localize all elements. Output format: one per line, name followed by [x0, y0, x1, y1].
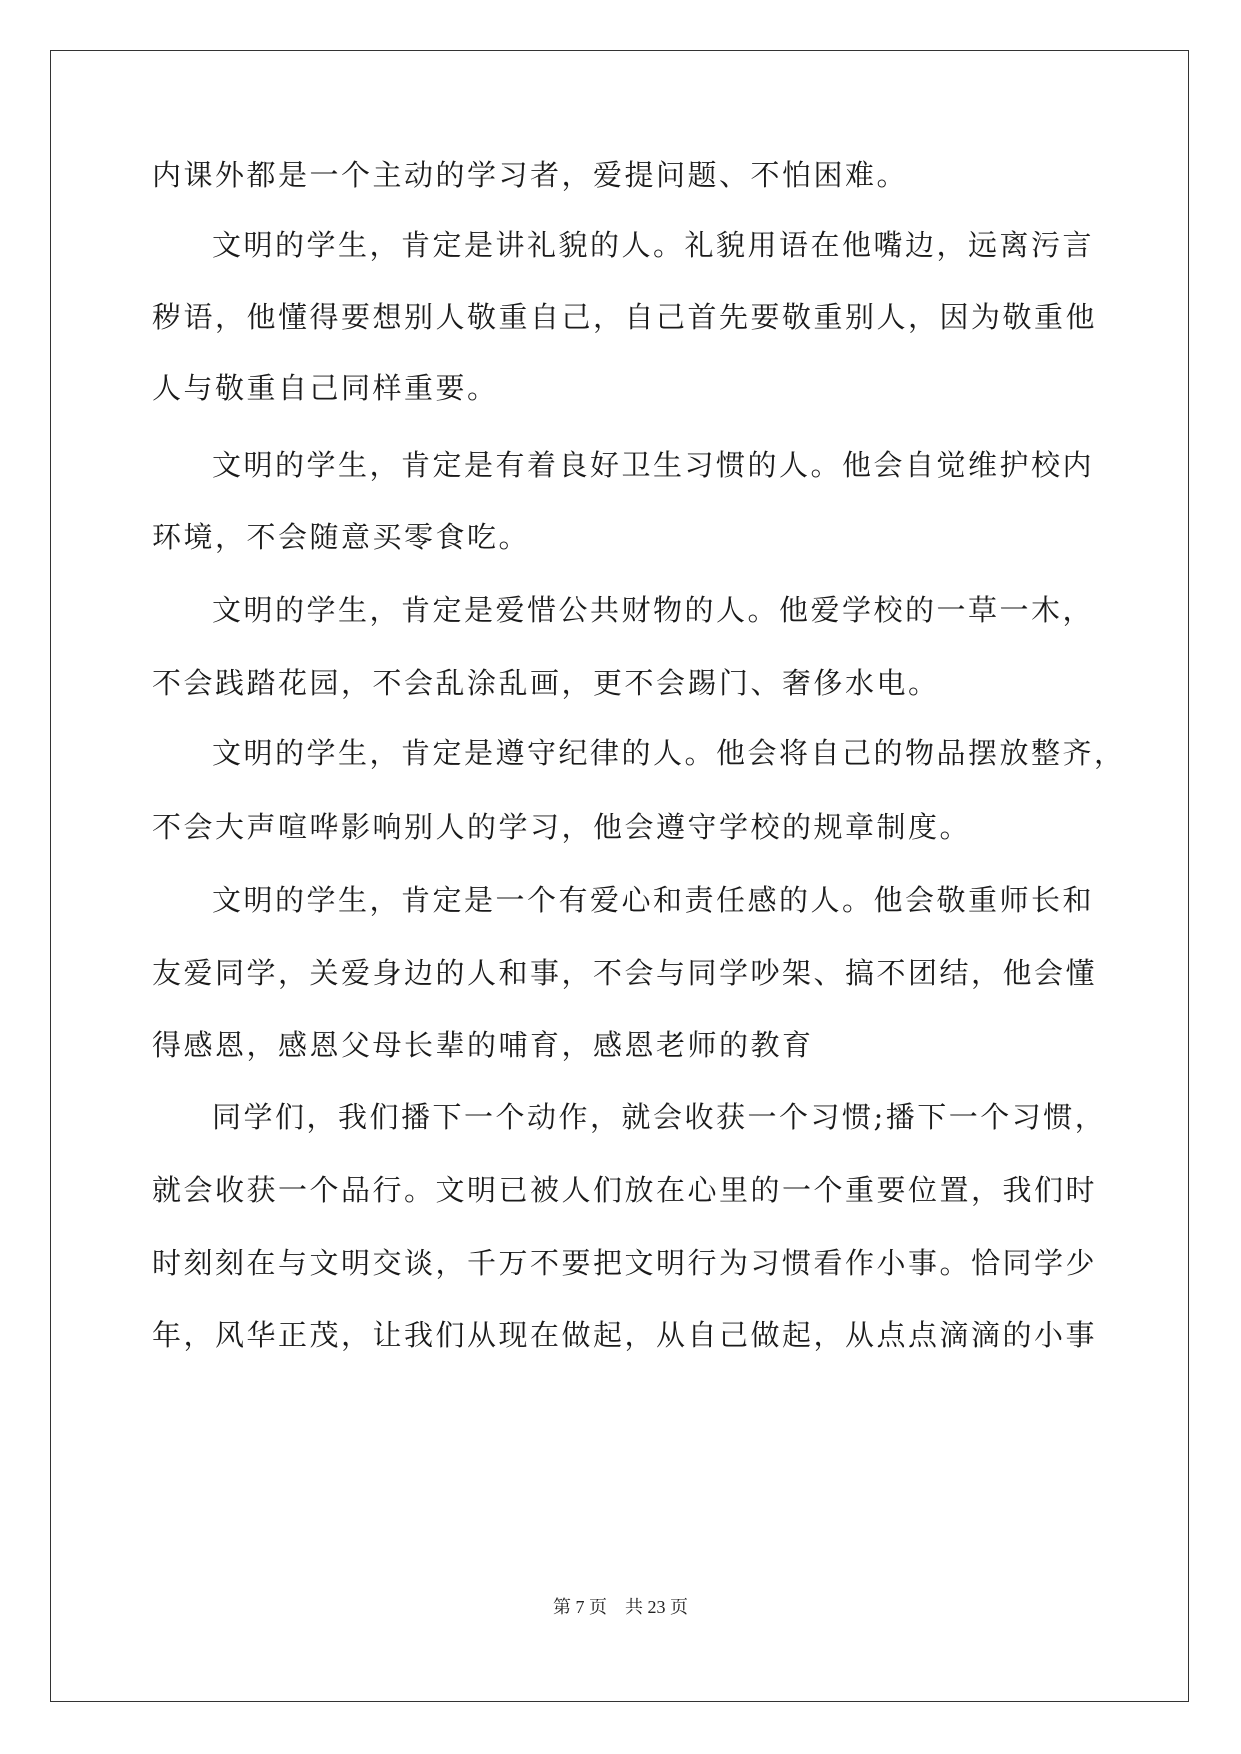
text-line: 内课外都是一个主动的学习者，爱提问题、不怕困难。 [152, 158, 909, 192]
text-line: 友爱同学，关爱身边的人和事，不会与同学吵架、搞不团结，他会懂 [152, 956, 1098, 990]
text-line: 不会大声喧哗影响别人的学习，他会遵守学校的规章制度。 [152, 810, 972, 844]
text-line: 秽语，他懂得要想别人敬重自己，自己首先要敬重别人，因为敬重他 [152, 300, 1098, 334]
paragraph-start: 文明的学生，肯定是爱惜公共财物的人。他爱学校的一草一木， [212, 593, 1095, 627]
paragraph-start: 同学们，我们播下一个动作，就会收获一个习惯;播下一个习惯， [212, 1100, 1107, 1134]
paragraph-start: 文明的学生，肯定是一个有爱心和责任感的人。他会敬重师长和 [212, 883, 1095, 917]
text-line: 不会践踏花园，不会乱涂乱画，更不会踢门、奢侈水电。 [152, 666, 940, 700]
paragraph-start: 文明的学生，肯定是遵守纪律的人。他会将自己的物品摆放整齐， [212, 736, 1126, 770]
text-line: 年，风华正茂，让我们从现在做起，从自己做起，从点点滴滴的小事 [152, 1318, 1098, 1352]
page-number: 第 7 页 [553, 1597, 607, 1617]
paragraph-start: 文明的学生，肯定是有着良好卫生习惯的人。他会自觉维护校内 [212, 448, 1095, 482]
text-line: 得感恩，感恩父母长辈的哺育，感恩老师的教育 [152, 1028, 814, 1062]
page-footer [0, 1595, 1241, 1619]
text-line: 就会收获一个品行。文明已被人们放在心里的一个重要位置，我们时 [152, 1173, 1098, 1207]
text-line: 人与敬重自己同样重要。 [152, 371, 499, 405]
text-line: 时刻刻在与文明交谈，千万不要把文明行为习惯看作小事。恰同学少 [152, 1246, 1098, 1280]
page-total: 共 23 页 [625, 1597, 688, 1617]
text-line: 环境，不会随意买零食吃。 [152, 520, 531, 554]
paragraph-start: 文明的学生，肯定是讲礼貌的人。礼貌用语在他嘴边，远离污言 [212, 228, 1095, 262]
